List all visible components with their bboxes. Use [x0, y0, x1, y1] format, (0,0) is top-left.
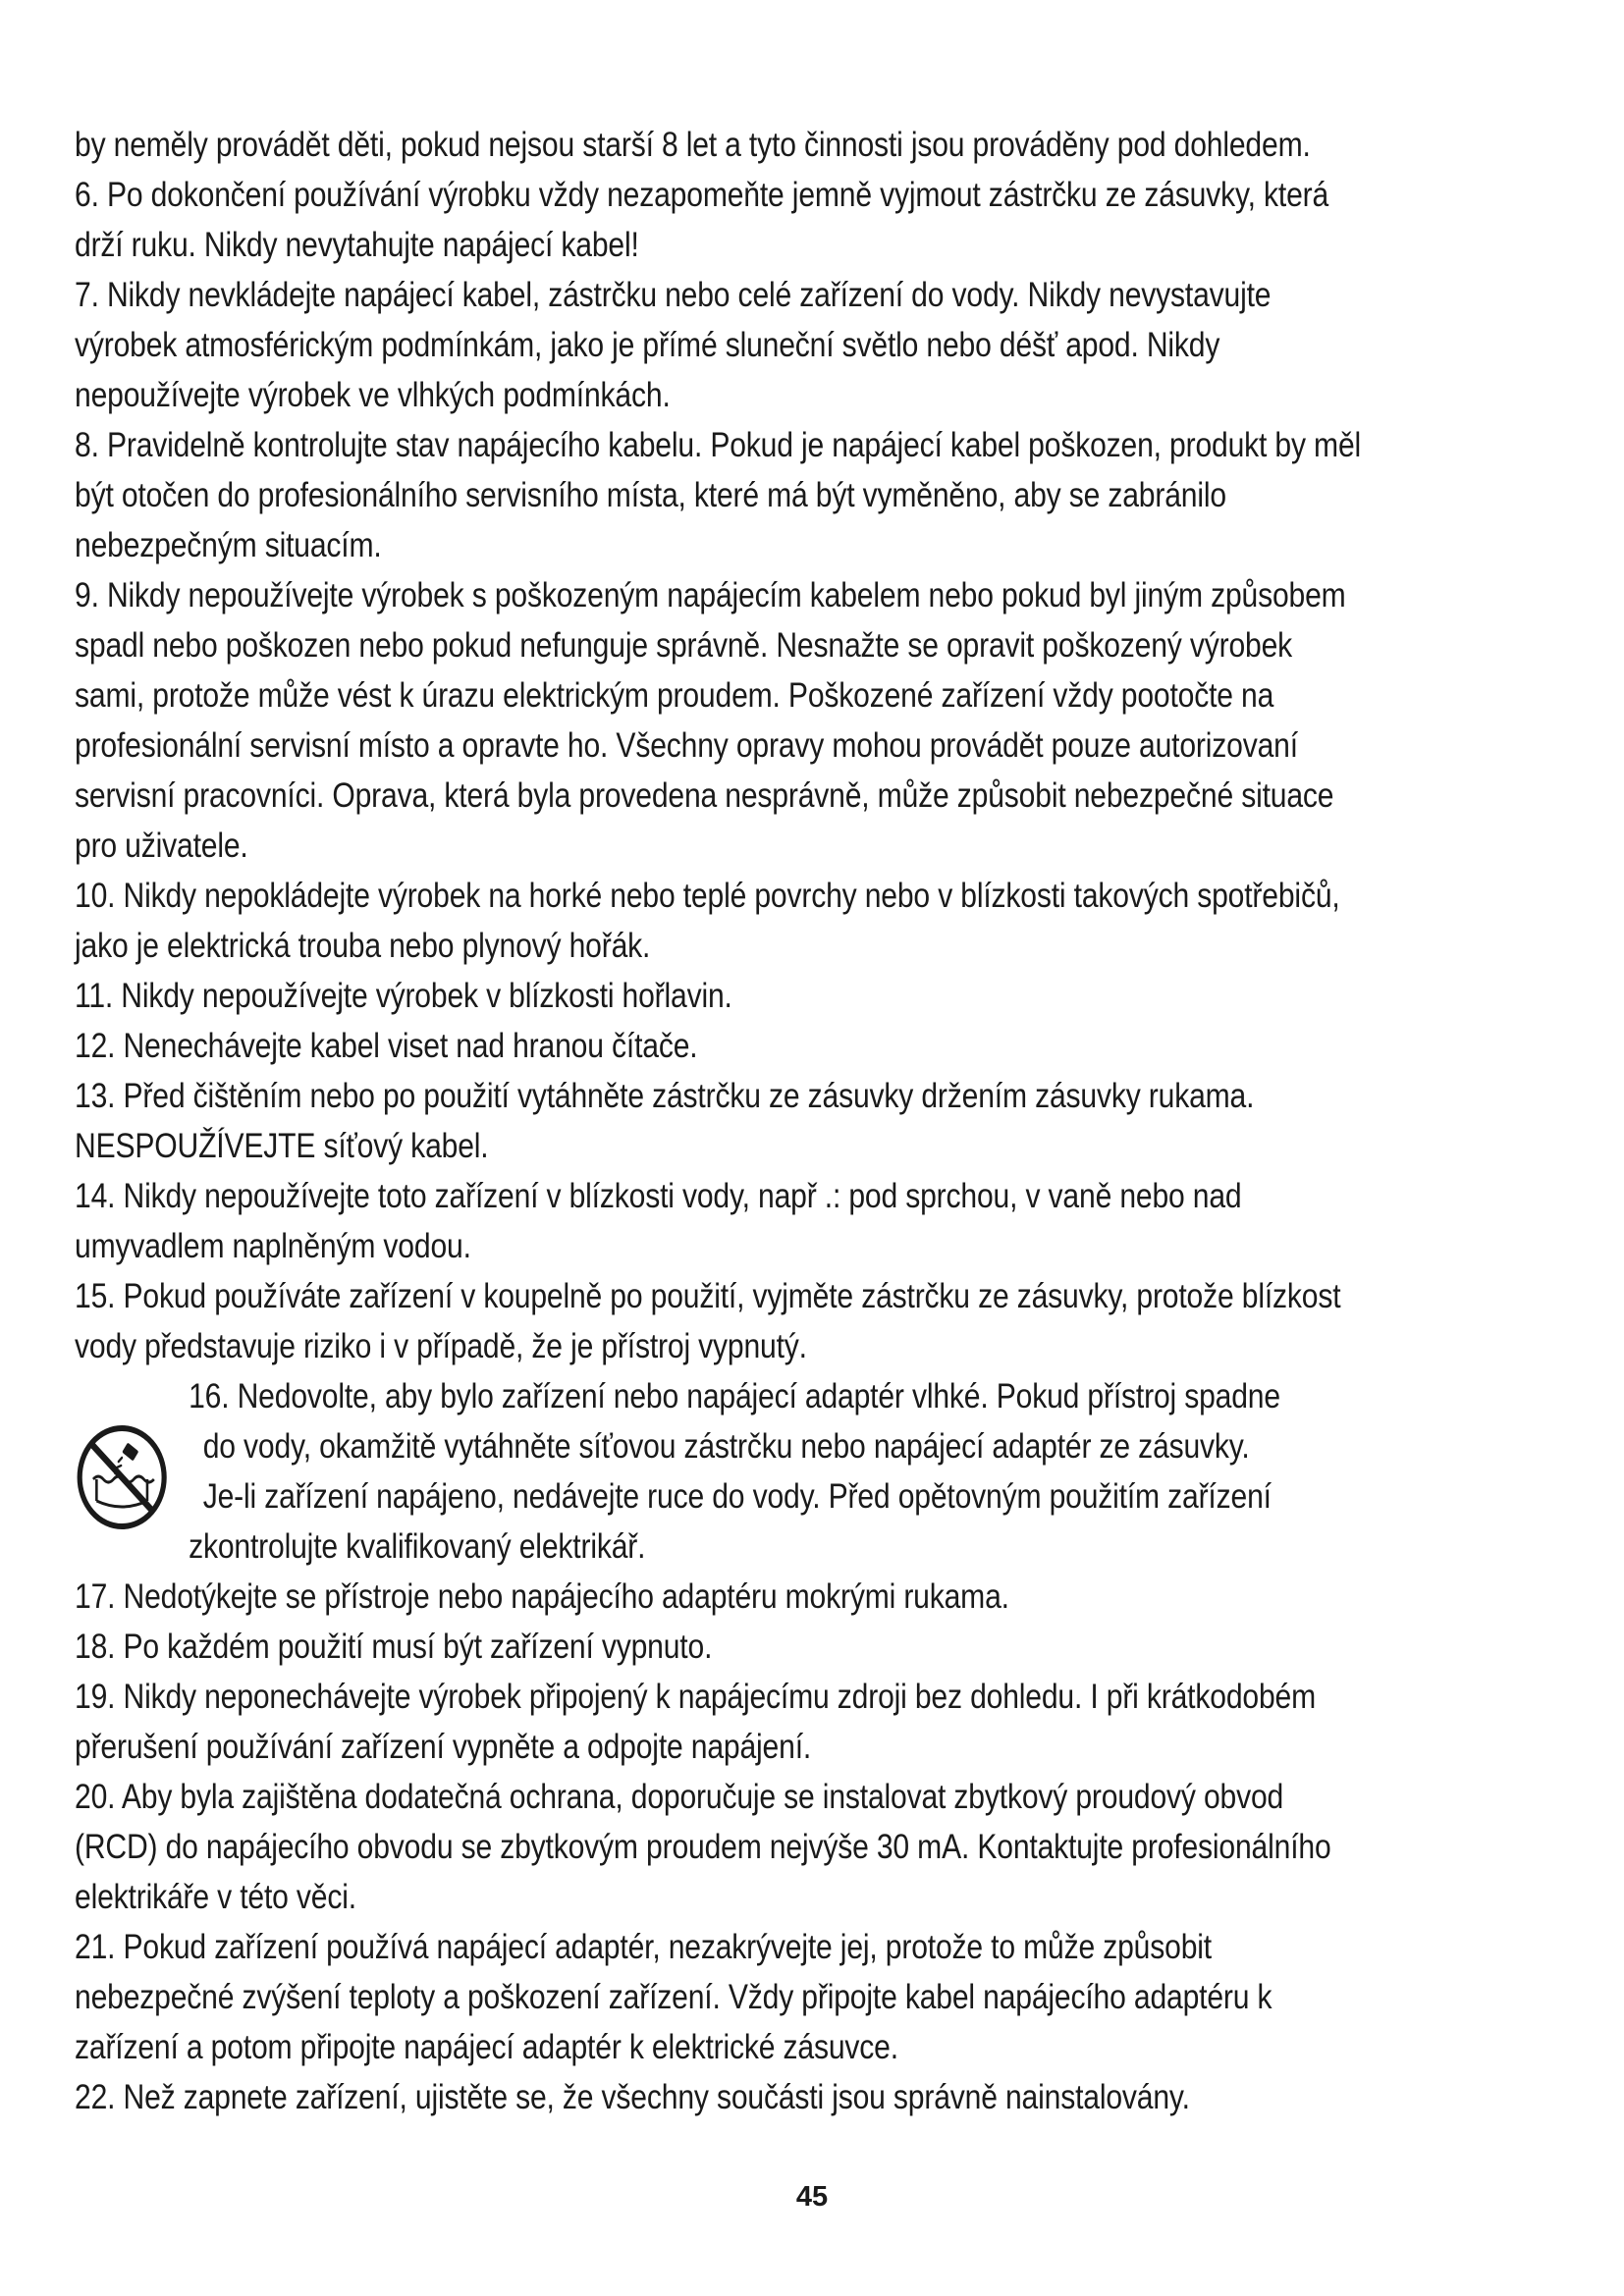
safety-item-7: 7. Nikdy nevkládejte napájecí kabel, zástrčku nebo celé zařízení do vody. Nikdy nevystavujte výrobek atmosférickým podmínkám, jako je přímé sluneční světlo nebo déšť apod. Nikdy nepoužívejte výrobek ve vlhkých podmínkách. [75, 276, 1272, 414]
instructions-text [75, 120, 1367, 2122]
safety-item-6: 6. Po dokončení používání výrobku vždy nezapomeňte jemně vyjmout zástrčku ze zásuvky, která drží ruku. Nikdy nevytahujte napájecí kabel! [75, 176, 1329, 264]
no-water-immersion-icon [75, 1422, 169, 1532]
safety-item-14: 14. Nikdy nepoužívejte toto zařízení v blízkosti vody, např .: pod sprchou, v vaně nebo nad umyvadlem naplněným vodou. [75, 1177, 1242, 1265]
page-number: 45 [795, 2181, 829, 2213]
item-16-line-2: do vody, okamžitě vytáhněte síťovou zástrčku nebo napájecí adaptér ze zásuvky. [202, 1427, 1250, 1466]
safety-item-15: 15. Pokud používáte zařízení v koupelně po použití, vyjměte zástrčku ze zásuvky, protože blízkost vody představuje riziko i v případě, že je přístroj vypnutý. [75, 1277, 1341, 1365]
safety-item-20: 20. Aby byla zajištěna dodatečná ochrana, doporučuje se instalovat zbytkový proudový obvod (RCD) do napájecího obvodu se zbytkovým proudem nejvýše 30 mA. Kontaktujte profesionálního elektrikáře v této věci. [75, 1778, 1331, 1916]
item-16-line-1: 16. Nedovolte, aby bylo zařízení nebo napájecí adaptér vlhké. Pokud přístroj spadne [189, 1377, 1280, 1415]
safety-item-13: 13. Před čištěním nebo po použití vytáhněte zástrčku ze zásuvky držením zásuvky rukama. NESPOUŽÍVEJTE síťový kabel. [75, 1077, 1255, 1165]
safety-item-11: 11. Nikdy nepoužívejte výrobek v blízkosti hořlavin. [75, 977, 732, 1015]
safety-item-10: 10. Nikdy nepokládejte výrobek na horké nebo teplé povrchy nebo v blízkosti takových spotřebičů, jako je elektrická trouba nebo plynový hořák. [75, 877, 1340, 965]
item-16-line-3: Je-li zařízení napájeno, nedávejte ruce do vody. Před opětovným použitím zařízení [202, 1477, 1272, 1516]
safety-item-21: 21. Pokud zařízení používá napájecí adaptér, nezakrývejte jej, protože to může způsobit nebezpečné zvýšení teploty a poškození zařízení. Vždy připojte kabel napájecího adaptéru k zařízení a potom připojte napájecí adaptér k elektrické zásuvce. [75, 1928, 1272, 2066]
safety-item-9: 9. Nikdy nepoužívejte výrobek s poškozeným napájecím kabelem nebo pokud byl jiným způsobem spadl nebo poškozen nebo pokud nefunguje správně. Nesnažte se opravit poškozený výrobek sami, protože může vést k úrazu elektrickým proudem. Poškozené zařízení vždy pootočte na profesionální servisní místo a opravte ho. Všechny opravy mohou provádět pouze autorizovaní servisní pracovníci. Oprava, která byla provedena nesprávně, může způsobit nebezpečné situace pro uživatele. [75, 576, 1346, 865]
safety-item-8: 8. Pravidelně kontrolujte stav napájecího kabelu. Pokud je napájecí kabel poškozen, produkt by měl být otočen do profesionálního servisního místa, které má být vyměněno, aby se zabránilo nebezpečným situacím. [75, 426, 1362, 564]
continuation-paragraph: by neměly provádět děti, pokud nejsou starší 8 let a tyto činnosti jsou prováděny pod dohledem. [75, 126, 1311, 164]
item-16-line-4: zkontrolujte kvalifikovaný elektrikář. [189, 1527, 646, 1566]
safety-item-18: 18. Po každém použití musí být zařízení vypnuto. [75, 1628, 713, 1666]
safety-item-17: 17. Nedotýkejte se přístroje nebo napájecího adaptéru mokrými rukama. [75, 1577, 1009, 1616]
safety-item-22: 22. Než zapnete zařízení, ujistěte se, že všechny součásti jsou správně nainstalovány. [75, 2078, 1190, 2116]
safety-item-19: 19. Nikdy neponechávejte výrobek připojený k napájecímu zdroji bez dohledu. I při krátkodobém přerušení používání zařízení vypněte a odpojte napájení. [75, 1678, 1316, 1766]
safety-item-16 [93, 1371, 1367, 1572]
safety-item-12: 12. Nenechávejte kabel viset nad hranou čítače. [75, 1027, 698, 1065]
